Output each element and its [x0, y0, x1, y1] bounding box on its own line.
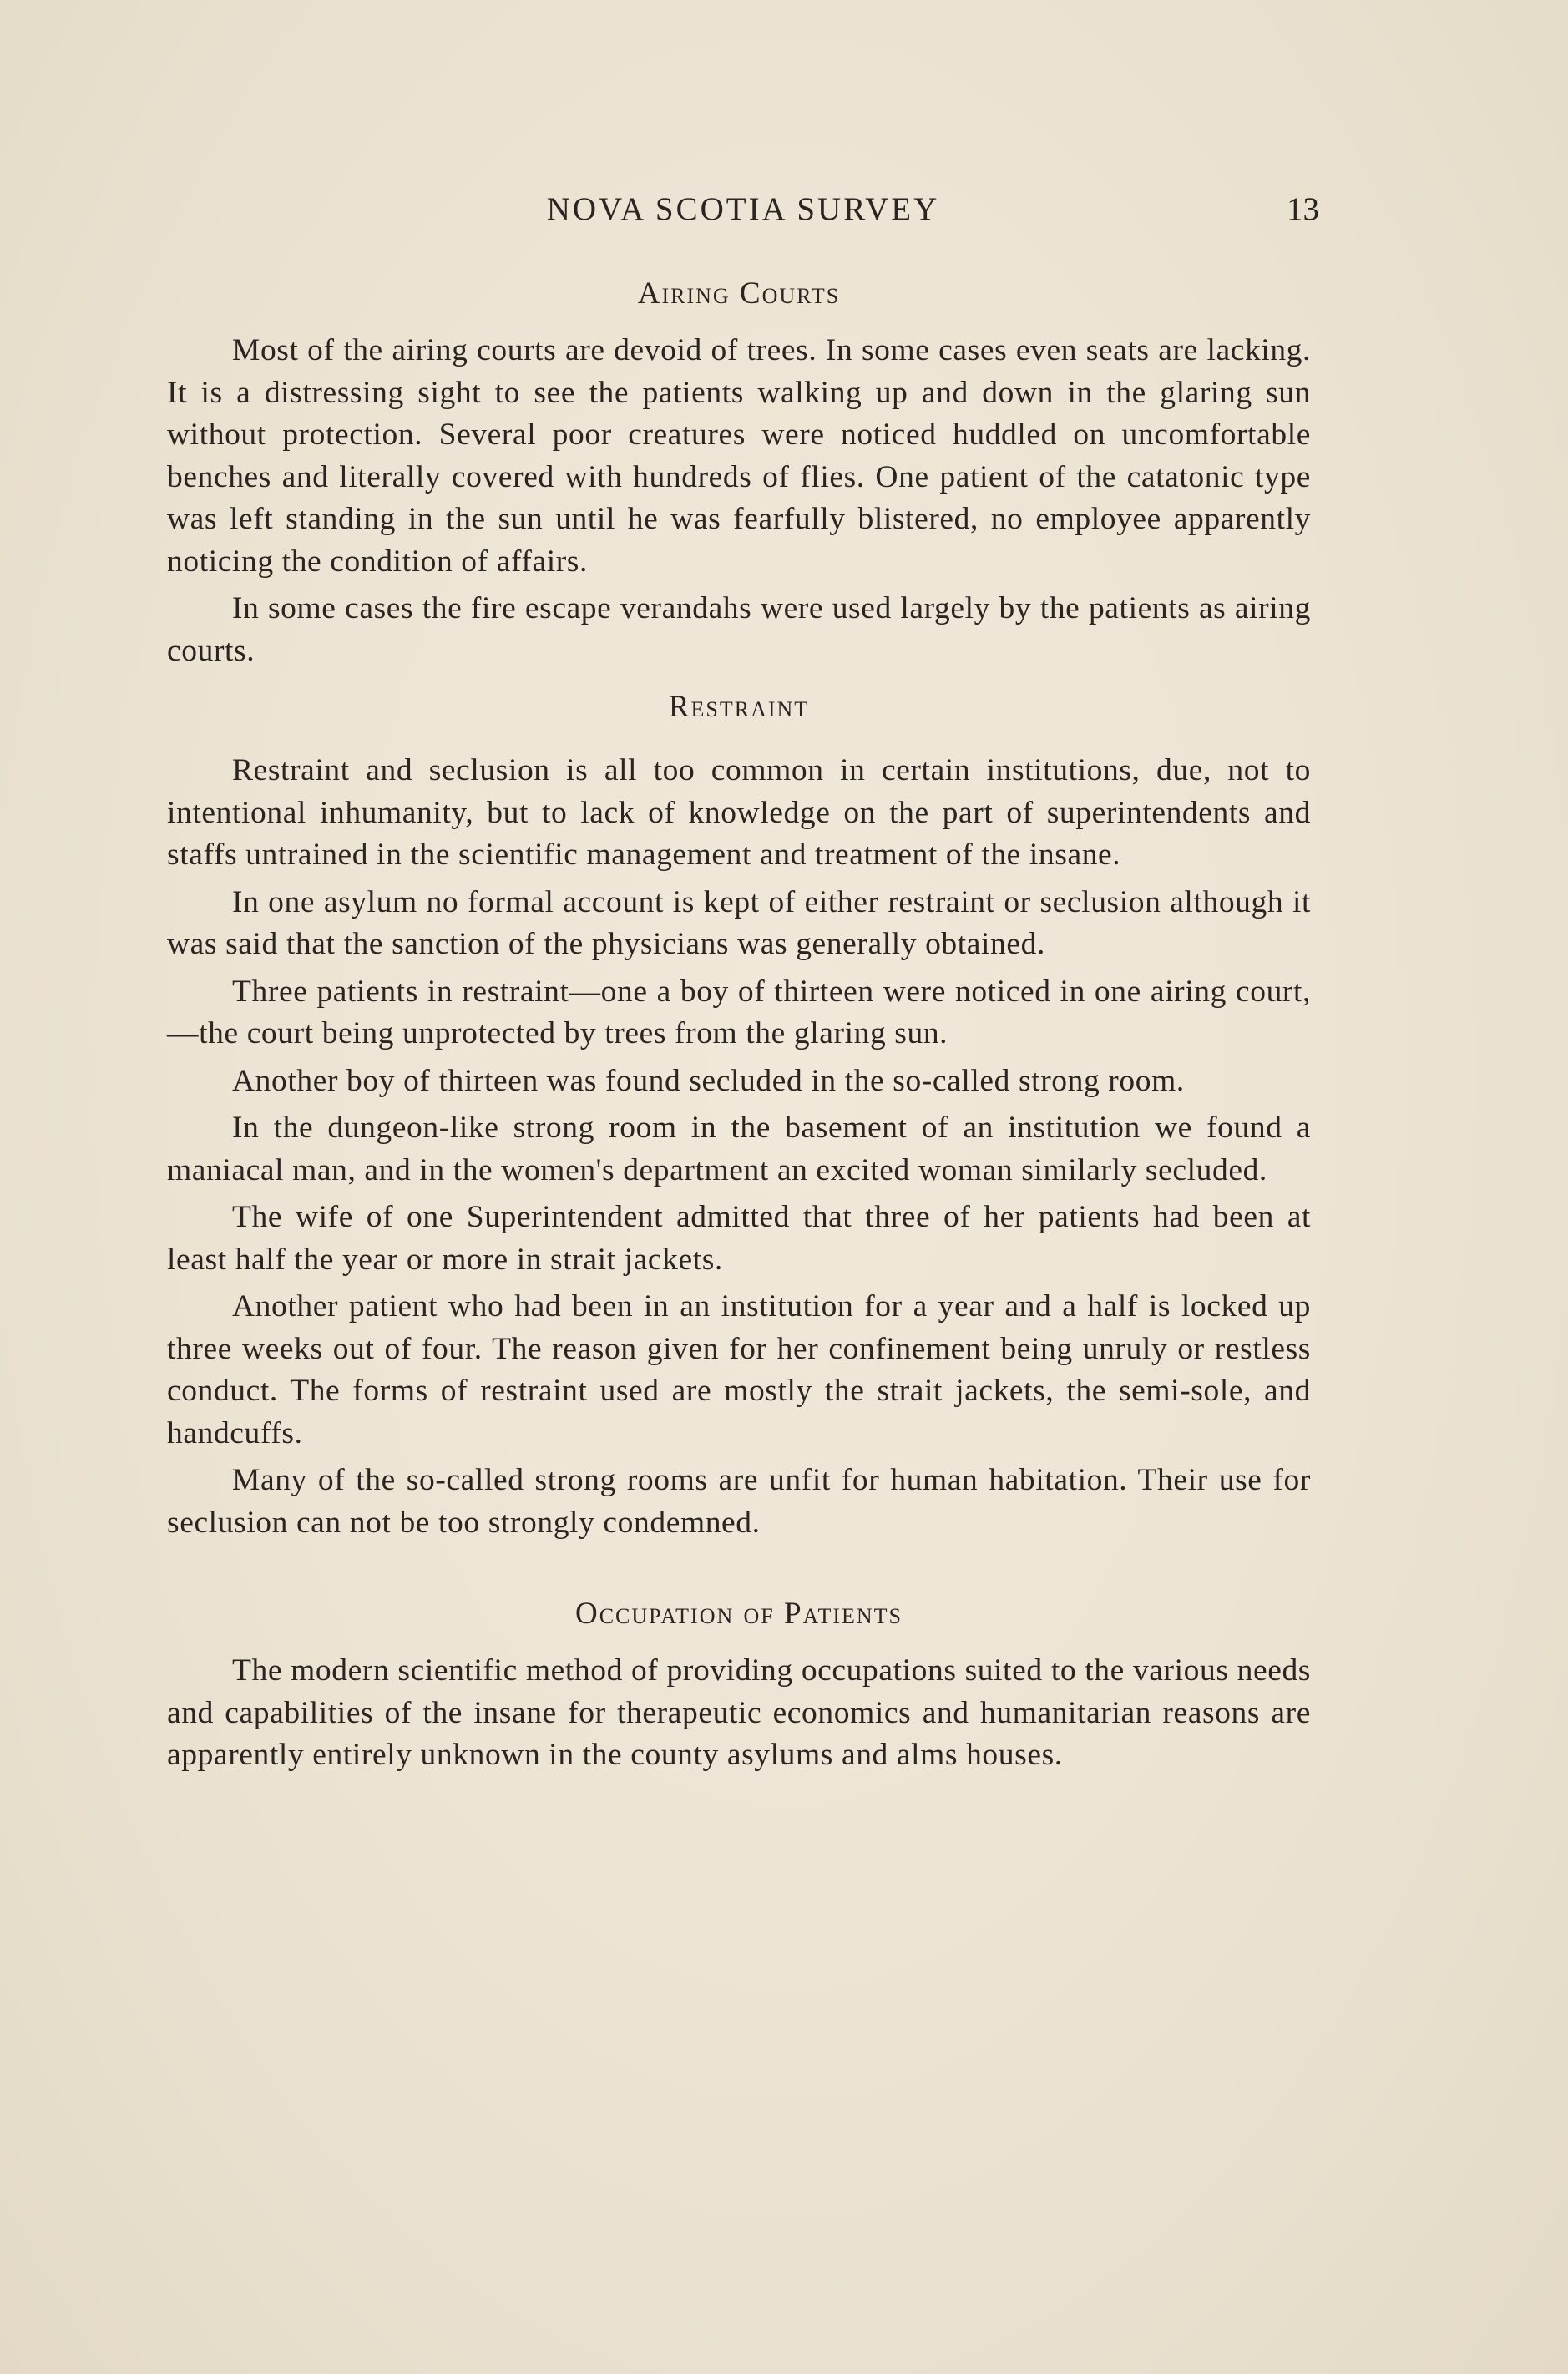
body-text	[167, 276, 1311, 1782]
paragraph: The wife of one Superintendent admitted that three of her patients had been at least half the year or more in strait jackets.	[167, 1200, 1311, 1277]
paragraph: Many of the so-called strong rooms are unfit for human habitation. Their use for seclusion can not be too strongly condemned.	[167, 1463, 1311, 1540]
paragraph: In one asylum no formal account is kept of either restraint or seclusion although it was said that the sanction of the physicians was generally obtained.	[167, 884, 1311, 961]
section-heading-occupation-of-patients: Occupation of Patients	[575, 1597, 903, 1631]
paragraph: Another patient who had been in an institution for a year and a half is locked up three weeks out of four. The reason given for her confinement being unruly or restless conduct. The forms of restraint used are mostly the strait jackets, the semi-sole, and handcuffs.	[167, 1289, 1311, 1450]
paragraph: Most of the airing courts are devoid of trees. In some cases even seats are lacking. It is a distressing sight to see the patients walking up and down in the glaring sun without protection. Several poor creatures were noticed huddled on uncomfortable benches and literally covered with hundreds of flies. One patient of the catatonic type was left standing in the sun until he was fearfully blistered, no employee apparently noticing the condition of affairs.	[167, 333, 1311, 579]
paragraph: Another boy of thirteen was found secluded in the so-called strong room.	[232, 1063, 1185, 1098]
page-header	[167, 190, 1319, 240]
page-number: 13	[1287, 191, 1319, 227]
paragraph: Restraint and seclusion is all too common in certain institutions, due, not to intentional inhumanity, but to lack of knowledge on the part of superintendents and staffs untrained in the scientific management and treatment of the insane.	[167, 753, 1311, 872]
running-head: NOVA SCOTIA SURVEY	[546, 191, 940, 227]
paragraph: Three patients in restraint—one a boy of thirteen were noticed in one airing court,—the court being unprotected by trees from the glaring sun.	[167, 974, 1311, 1050]
paragraph: The modern scientific method of providing occupations suited to the various needs and capabilities of the insane for therapeutic economics and humanitarian reasons are apparently entirely unknown in the county asylums and alms houses.	[167, 1653, 1311, 1772]
paragraph: In the dungeon-like strong room in the basement of an institution we found a maniacal man, and in the women's department an excited woman similarly secluded.	[167, 1111, 1311, 1187]
section-heading-restraint: Restraint	[668, 690, 810, 724]
paragraph: In some cases the fire escape verandahs were used largely by the patients as airing courts.	[167, 591, 1311, 668]
section-heading-airing-courts: Airing Courts	[637, 276, 841, 311]
